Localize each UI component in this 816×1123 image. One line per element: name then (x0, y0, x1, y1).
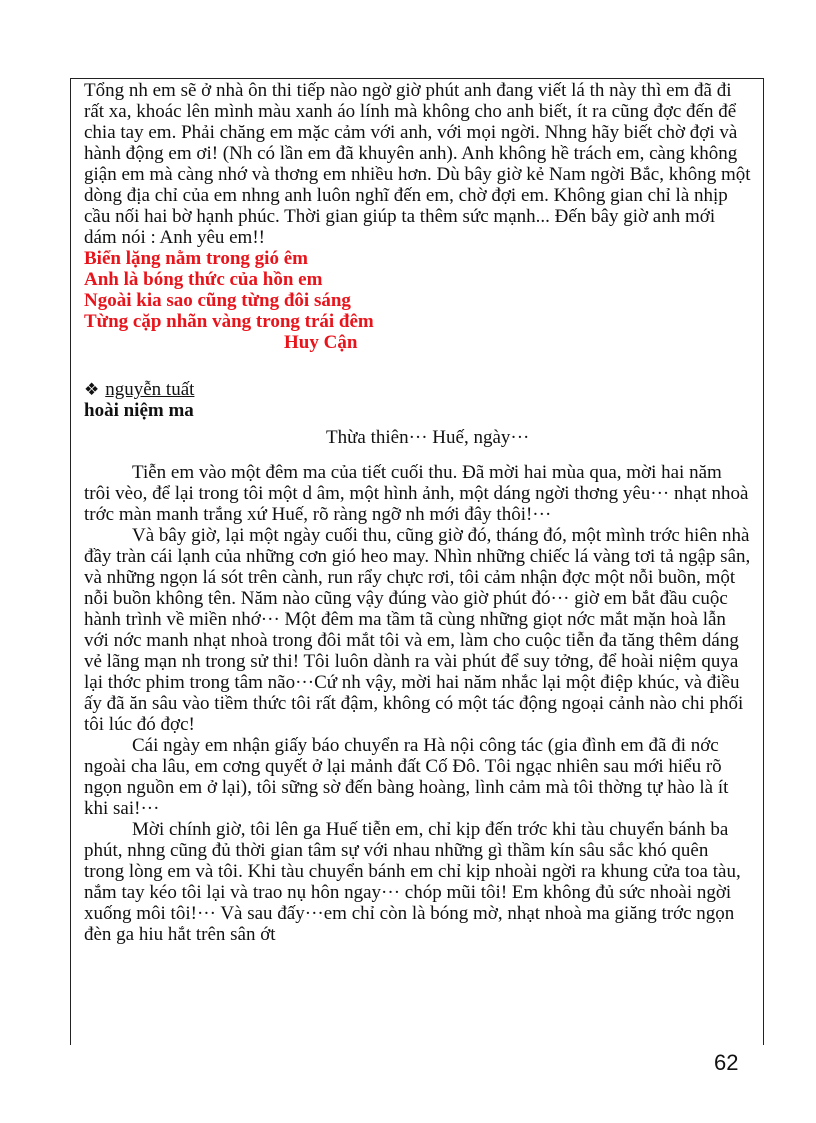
section-author-heading (84, 379, 752, 400)
poem-line: Anh là bóng thức của hồn em (84, 269, 323, 290)
body-paragraph: Cái ngày em nhận giấy báo chuyển ra Hà nội công tác (gia đình em đã đi nớc ngoài cha lâu, em cơng quyết ở lại mảnh đất Cố Đô. Tôi ngạc nhiên sau mới hiểu rõ ngọn nguồn em ở lại), tôi sững sờ đến bàng hoàng, lình cảm mà tôi thờng tự hào là ít khi sai!··· (84, 735, 729, 819)
poem-block (84, 248, 752, 353)
diamond-bullet-icon: ❖ (84, 380, 100, 399)
poem-author: Huy Cận (284, 332, 358, 353)
intro-paragraph: Tổng nh em sẽ ở nhà ôn thi tiếp nào ngờ giờ phút anh đang viết lá th này thì em đã đi rất xa, khoác lên mình màu xanh áo lính mà không cho anh biết, ít ra cũng đợc đến để chia tay em. Phải chăng em mặc cảm với anh, với mọi ngời. Nhng hãy biết chờ đợi và hành động em ơi! (Nh có lần em đã khuyên anh). Anh không hề trách em, càng không giận em mà càng nhớ và thơng em nhiều hơn. Dù bây giờ kẻ Nam ngời Bắc, không một dòng địa chỉ của em nhng anh luôn nghĩ đến em, chờ đợi em. Không gian chỉ là nhịp cầu nối hai bờ hạnh phúc. Thời gian giúp ta thêm sức mạnh... Đến bây giờ anh mới dám nói : Anh yêu em!! (84, 80, 751, 248)
poem-line: Biển lặng nằm trong gió êm (84, 248, 308, 269)
body-paragraph: Và bây giờ, lại một ngày cuối thu, cũng giờ đó, tháng đó, một mình trớc hiên nhà đầy tràn cái lạnh của những cơn gió heo may. Nhìn những chiếc lá vàng tơi tả ngập sân, và những ngọn lá sót trên cành, run rẩy chực rơi, tôi cảm nhận đợc một nỗi buồn, một nỗi buồn không tên. Năm nào cũng vậy đúng vào giờ phút đó··· giờ em bắt đầu cuộc hành trình về miền nhớ··· Một đêm ma tầm tã cùng những giọt nớc mắt mặn hoà lẫn với nớc manh nhạt nhoà trong đôi mắt tôi và em, làm cho cuộc tiễn đa tăng thêm dáng vẻ lãng mạn nh trong sử thi! Tôi luôn dành ra vài phút để suy tởng, để hoài niệm quya lại thớc phim trong tâm não···Cứ nh vậy, mời hai năm nhắc lại một điệp khúc, và điều ấy đã ăn sâu vào tiềm thức tôi rất đậm, không có một tác động ngoại cảnh nào chi phối tôi lúc đó đợc! (84, 525, 751, 735)
body-paragraph: Tiễn em vào một đêm ma của tiết cuối thu. Đã mời hai mùa qua, mời hai năm trôi vèo, để lại trong tôi một d âm, một hình ảnh, một dáng ngời thơng yêu··· nhạt nhoà trớc màn manh trắng xứ Huế, rõ ràng ngỡ nh mới đây thôi!··· (84, 462, 749, 525)
place-date-line: Thừa thiên··· Huế, ngày··· (326, 427, 530, 448)
spacer (84, 353, 752, 379)
body-paragraph: Mời chính giờ, tôi lên ga Huế tiễn em, chỉ kịp đến trớc khi tàu chuyển bánh ba phút, nhng cũng đủ thời gian tâm sự với nhau những gì thầm kín sâu sắc khó quên trong lòng em và tôi. Khi tàu chuyển bánh em chỉ kịp nhoài ngời ra khung cửa toa tàu, nắm tay kéo tôi lại và trao nụ hôn ngay··· chóp mũi tôi! Em không đủ sức nhoài ngời xuống môi tôi!··· Và sau đấy···em chỉ còn là bóng mờ, nhạt nhoà ma giăng trớc ngọn đèn ga hiu hắt trên sân ớt (84, 819, 741, 945)
poem-line: Từng cặp nhãn vàng trong trái đêm (84, 311, 374, 332)
section-title: hoài niệm ma (84, 400, 194, 421)
poem-line: Ngoài kia sao cũng từng đôi sáng (84, 290, 351, 311)
section-author-name: nguyễn tuất (105, 379, 195, 400)
page-number: 62 (714, 1050, 739, 1075)
document-body (84, 80, 752, 945)
